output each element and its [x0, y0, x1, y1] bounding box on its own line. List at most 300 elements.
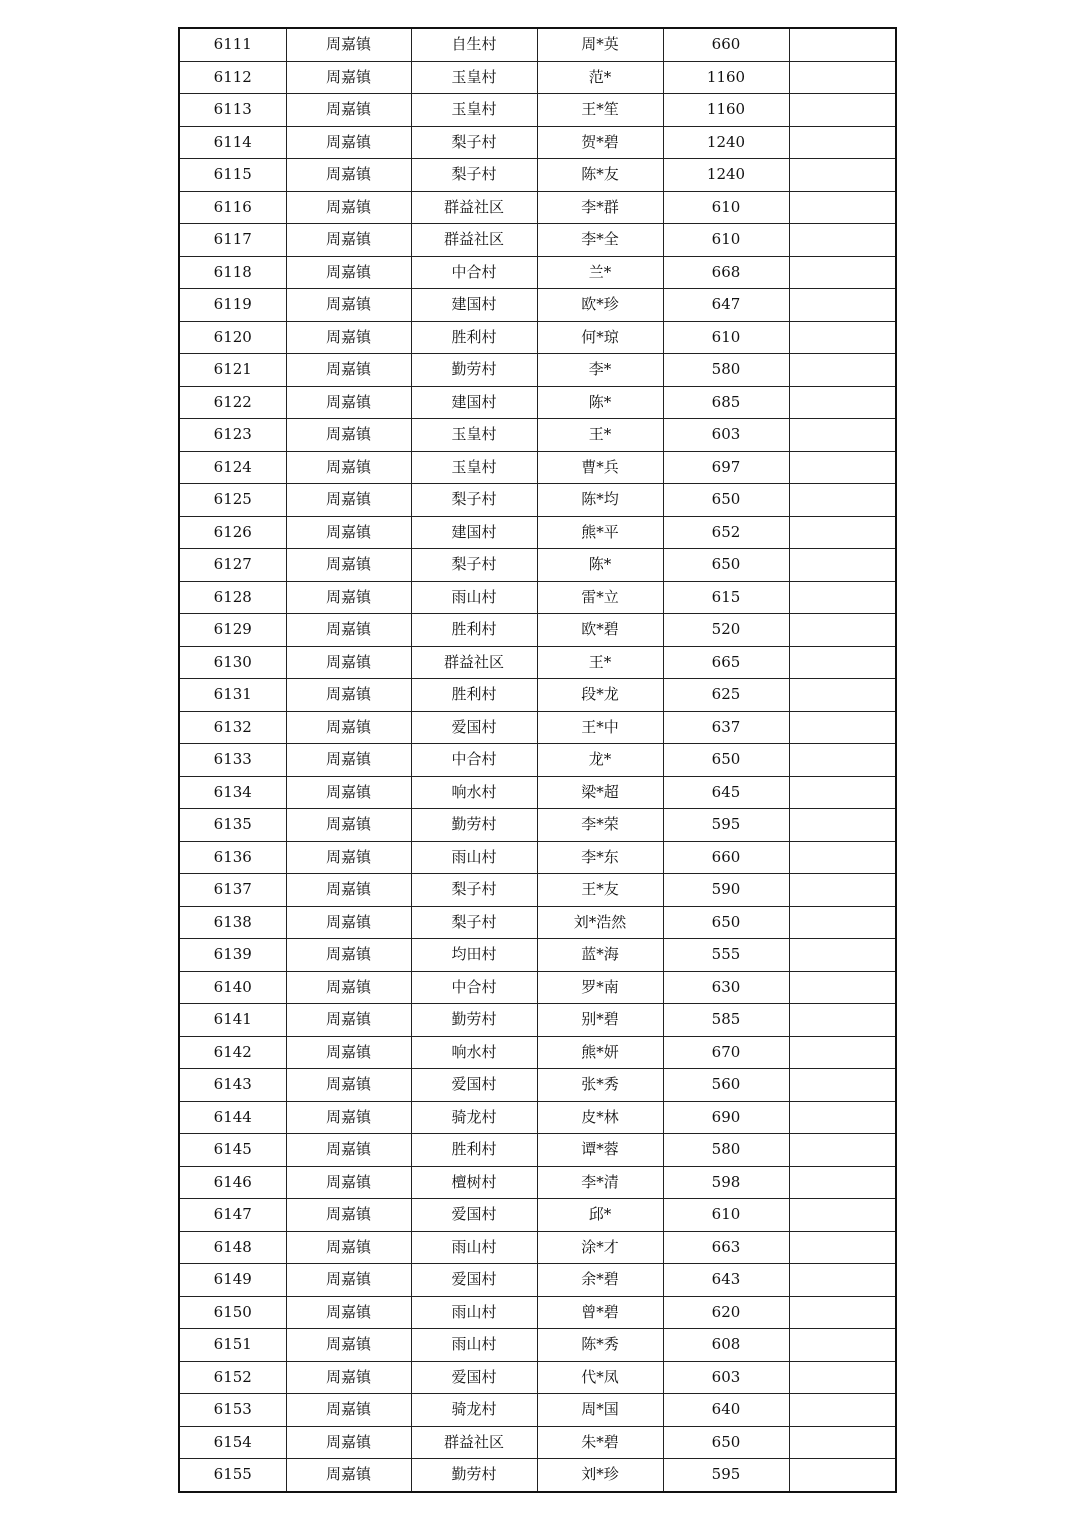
note-cell	[789, 971, 896, 1004]
row-number-cell: 6152	[179, 1361, 286, 1394]
table-row	[179, 1394, 896, 1427]
note-cell	[789, 386, 896, 419]
note-cell	[789, 614, 896, 647]
note-cell	[789, 159, 896, 192]
amount-cell: 650	[663, 906, 789, 939]
amount-cell: 615	[663, 581, 789, 614]
row-number-cell: 6118	[179, 256, 286, 289]
name-cell: 贺*碧	[537, 126, 663, 159]
note-cell	[789, 94, 896, 127]
row-number-cell: 6131	[179, 679, 286, 712]
name-cell: 曹*兵	[537, 451, 663, 484]
row-number-cell: 6132	[179, 711, 286, 744]
amount-cell: 670	[663, 1036, 789, 1069]
name-cell: 刘*浩然	[537, 906, 663, 939]
row-number-cell: 6146	[179, 1166, 286, 1199]
town-cell: 周嘉镇	[286, 581, 411, 614]
name-cell: 涂*才	[537, 1231, 663, 1264]
village-cell: 梨子村	[411, 484, 537, 517]
table-row	[179, 1199, 896, 1232]
town-cell: 周嘉镇	[286, 191, 411, 224]
town-cell: 周嘉镇	[286, 1199, 411, 1232]
village-cell: 中合村	[411, 744, 537, 777]
amount-cell: 580	[663, 354, 789, 387]
village-cell: 自生村	[411, 28, 537, 61]
amount-cell: 560	[663, 1069, 789, 1102]
name-cell: 陈*	[537, 386, 663, 419]
town-cell: 周嘉镇	[286, 1264, 411, 1297]
row-number-cell: 6130	[179, 646, 286, 679]
amount-cell: 590	[663, 874, 789, 907]
town-cell: 周嘉镇	[286, 61, 411, 94]
name-cell: 陈*均	[537, 484, 663, 517]
row-number-cell: 6129	[179, 614, 286, 647]
name-cell: 梁*超	[537, 776, 663, 809]
note-cell	[789, 1004, 896, 1037]
village-cell: 勤劳村	[411, 809, 537, 842]
village-cell: 响水村	[411, 776, 537, 809]
village-cell: 梨子村	[411, 126, 537, 159]
amount-cell: 585	[663, 1004, 789, 1037]
row-number-cell: 6123	[179, 419, 286, 452]
roster-table-body	[179, 28, 896, 1492]
name-cell: 曾*碧	[537, 1296, 663, 1329]
row-number-cell: 6140	[179, 971, 286, 1004]
amount-cell: 598	[663, 1166, 789, 1199]
table-row	[179, 419, 896, 452]
name-cell: 李*东	[537, 841, 663, 874]
village-cell: 玉皇村	[411, 451, 537, 484]
table-row	[179, 679, 896, 712]
note-cell	[789, 1101, 896, 1134]
amount-cell: 1160	[663, 94, 789, 127]
town-cell: 周嘉镇	[286, 484, 411, 517]
row-number-cell: 6125	[179, 484, 286, 517]
table-row	[179, 646, 896, 679]
village-cell: 骑龙村	[411, 1394, 537, 1427]
amount-cell: 660	[663, 841, 789, 874]
name-cell: 张*秀	[537, 1069, 663, 1102]
amount-cell: 643	[663, 1264, 789, 1297]
amount-cell: 647	[663, 289, 789, 322]
name-cell: 王*中	[537, 711, 663, 744]
village-cell: 梨子村	[411, 874, 537, 907]
amount-cell: 650	[663, 744, 789, 777]
village-cell: 檀树村	[411, 1166, 537, 1199]
town-cell: 周嘉镇	[286, 159, 411, 192]
table-row	[179, 484, 896, 517]
town-cell: 周嘉镇	[286, 1101, 411, 1134]
village-cell: 雨山村	[411, 581, 537, 614]
name-cell: 熊*妍	[537, 1036, 663, 1069]
table-row	[179, 549, 896, 582]
town-cell: 周嘉镇	[286, 711, 411, 744]
village-cell: 勤劳村	[411, 1459, 537, 1492]
town-cell: 周嘉镇	[286, 1296, 411, 1329]
town-cell: 周嘉镇	[286, 1134, 411, 1167]
town-cell: 周嘉镇	[286, 1459, 411, 1492]
village-cell: 爱国村	[411, 1199, 537, 1232]
village-cell: 梨子村	[411, 159, 537, 192]
note-cell	[789, 646, 896, 679]
town-cell: 周嘉镇	[286, 809, 411, 842]
amount-cell: 668	[663, 256, 789, 289]
amount-cell: 685	[663, 386, 789, 419]
amount-cell: 610	[663, 1199, 789, 1232]
amount-cell: 650	[663, 1426, 789, 1459]
table-row	[179, 1361, 896, 1394]
village-cell: 玉皇村	[411, 61, 537, 94]
table-row	[179, 289, 896, 322]
amount-cell: 665	[663, 646, 789, 679]
table-row	[179, 28, 896, 61]
village-cell: 玉皇村	[411, 94, 537, 127]
name-cell: 王*	[537, 646, 663, 679]
town-cell: 周嘉镇	[286, 256, 411, 289]
note-cell	[789, 191, 896, 224]
note-cell	[789, 1459, 896, 1492]
table-row	[179, 224, 896, 257]
name-cell: 罗*南	[537, 971, 663, 1004]
row-number-cell: 6134	[179, 776, 286, 809]
village-cell: 中合村	[411, 256, 537, 289]
name-cell: 蓝*海	[537, 939, 663, 972]
village-cell: 勤劳村	[411, 1004, 537, 1037]
name-cell: 刘*珍	[537, 1459, 663, 1492]
row-number-cell: 6155	[179, 1459, 286, 1492]
row-number-cell: 6111	[179, 28, 286, 61]
row-number-cell: 6135	[179, 809, 286, 842]
row-number-cell: 6133	[179, 744, 286, 777]
village-cell: 梨子村	[411, 906, 537, 939]
note-cell	[789, 516, 896, 549]
name-cell: 朱*碧	[537, 1426, 663, 1459]
row-number-cell: 6126	[179, 516, 286, 549]
note-cell	[789, 126, 896, 159]
table-row	[179, 971, 896, 1004]
table-row	[179, 354, 896, 387]
note-cell	[789, 321, 896, 354]
town-cell: 周嘉镇	[286, 1166, 411, 1199]
table-row	[179, 1166, 896, 1199]
amount-cell: 690	[663, 1101, 789, 1134]
row-number-cell: 6120	[179, 321, 286, 354]
row-number-cell: 6154	[179, 1426, 286, 1459]
village-cell: 爱国村	[411, 1069, 537, 1102]
table-row	[179, 159, 896, 192]
village-cell: 中合村	[411, 971, 537, 1004]
note-cell	[789, 1264, 896, 1297]
row-number-cell: 6116	[179, 191, 286, 224]
note-cell	[789, 1394, 896, 1427]
table-row	[179, 711, 896, 744]
table-row	[179, 906, 896, 939]
town-cell: 周嘉镇	[286, 971, 411, 1004]
village-cell: 玉皇村	[411, 419, 537, 452]
note-cell	[789, 1329, 896, 1362]
name-cell: 陈*友	[537, 159, 663, 192]
note-cell	[789, 28, 896, 61]
town-cell: 周嘉镇	[286, 646, 411, 679]
note-cell	[789, 549, 896, 582]
note-cell	[789, 744, 896, 777]
note-cell	[789, 1361, 896, 1394]
table-row	[179, 614, 896, 647]
town-cell: 周嘉镇	[286, 939, 411, 972]
village-cell: 勤劳村	[411, 354, 537, 387]
village-cell: 建国村	[411, 386, 537, 419]
village-cell: 胜利村	[411, 614, 537, 647]
table-row	[179, 874, 896, 907]
village-cell: 雨山村	[411, 1231, 537, 1264]
village-cell: 群益社区	[411, 224, 537, 257]
note-cell	[789, 1069, 896, 1102]
name-cell: 周*国	[537, 1394, 663, 1427]
village-cell: 胜利村	[411, 1134, 537, 1167]
town-cell: 周嘉镇	[286, 679, 411, 712]
amount-cell: 608	[663, 1329, 789, 1362]
village-cell: 雨山村	[411, 841, 537, 874]
note-cell	[789, 1166, 896, 1199]
row-number-cell: 6142	[179, 1036, 286, 1069]
town-cell: 周嘉镇	[286, 1004, 411, 1037]
note-cell	[789, 841, 896, 874]
row-number-cell: 6113	[179, 94, 286, 127]
name-cell: 谭*蓉	[537, 1134, 663, 1167]
village-cell: 群益社区	[411, 646, 537, 679]
town-cell: 周嘉镇	[286, 28, 411, 61]
note-cell	[789, 1426, 896, 1459]
name-cell: 陈*	[537, 549, 663, 582]
row-number-cell: 6153	[179, 1394, 286, 1427]
table-row	[179, 939, 896, 972]
row-number-cell: 6117	[179, 224, 286, 257]
row-number-cell: 6145	[179, 1134, 286, 1167]
table-row	[179, 1134, 896, 1167]
note-cell	[789, 354, 896, 387]
table-row	[179, 1101, 896, 1134]
amount-cell: 603	[663, 1361, 789, 1394]
name-cell: 邱*	[537, 1199, 663, 1232]
note-cell	[789, 1296, 896, 1329]
roster-table	[178, 27, 897, 1493]
town-cell: 周嘉镇	[286, 776, 411, 809]
row-number-cell: 6115	[179, 159, 286, 192]
name-cell: 皮*林	[537, 1101, 663, 1134]
amount-cell: 595	[663, 1459, 789, 1492]
village-cell: 胜利村	[411, 321, 537, 354]
village-cell: 建国村	[411, 289, 537, 322]
name-cell: 段*龙	[537, 679, 663, 712]
amount-cell: 620	[663, 1296, 789, 1329]
amount-cell: 1240	[663, 159, 789, 192]
note-cell	[789, 419, 896, 452]
row-number-cell: 6112	[179, 61, 286, 94]
amount-cell: 603	[663, 419, 789, 452]
note-cell	[789, 809, 896, 842]
row-number-cell: 6148	[179, 1231, 286, 1264]
amount-cell: 645	[663, 776, 789, 809]
town-cell: 周嘉镇	[286, 1069, 411, 1102]
table-row	[179, 1069, 896, 1102]
row-number-cell: 6114	[179, 126, 286, 159]
town-cell: 周嘉镇	[286, 1361, 411, 1394]
town-cell: 周嘉镇	[286, 451, 411, 484]
name-cell: 李*荣	[537, 809, 663, 842]
table-row	[179, 809, 896, 842]
village-cell: 群益社区	[411, 191, 537, 224]
town-cell: 周嘉镇	[286, 841, 411, 874]
row-number-cell: 6138	[179, 906, 286, 939]
table-row	[179, 1231, 896, 1264]
village-cell: 梨子村	[411, 549, 537, 582]
amount-cell: 652	[663, 516, 789, 549]
town-cell: 周嘉镇	[286, 289, 411, 322]
village-cell: 响水村	[411, 1036, 537, 1069]
note-cell	[789, 939, 896, 972]
name-cell: 代*凤	[537, 1361, 663, 1394]
table-row	[179, 1004, 896, 1037]
village-cell: 爱国村	[411, 1361, 537, 1394]
town-cell: 周嘉镇	[286, 1036, 411, 1069]
note-cell	[789, 581, 896, 614]
name-cell: 王*笙	[537, 94, 663, 127]
name-cell: 雷*立	[537, 581, 663, 614]
note-cell	[789, 1231, 896, 1264]
name-cell: 余*碧	[537, 1264, 663, 1297]
table-row	[179, 256, 896, 289]
note-cell	[789, 906, 896, 939]
town-cell: 周嘉镇	[286, 874, 411, 907]
row-number-cell: 6128	[179, 581, 286, 614]
town-cell: 周嘉镇	[286, 906, 411, 939]
town-cell: 周嘉镇	[286, 321, 411, 354]
table-row	[179, 841, 896, 874]
note-cell	[789, 484, 896, 517]
town-cell: 周嘉镇	[286, 224, 411, 257]
amount-cell: 520	[663, 614, 789, 647]
town-cell: 周嘉镇	[286, 94, 411, 127]
amount-cell: 630	[663, 971, 789, 1004]
name-cell: 李*全	[537, 224, 663, 257]
row-number-cell: 6119	[179, 289, 286, 322]
name-cell: 龙*	[537, 744, 663, 777]
table-row	[179, 1296, 896, 1329]
amount-cell: 610	[663, 224, 789, 257]
village-cell: 雨山村	[411, 1329, 537, 1362]
table-row	[179, 451, 896, 484]
note-cell	[789, 1134, 896, 1167]
note-cell	[789, 1199, 896, 1232]
table-row	[179, 191, 896, 224]
row-number-cell: 6136	[179, 841, 286, 874]
note-cell	[789, 451, 896, 484]
note-cell	[789, 1036, 896, 1069]
village-cell: 胜利村	[411, 679, 537, 712]
amount-cell: 625	[663, 679, 789, 712]
amount-cell: 555	[663, 939, 789, 972]
town-cell: 周嘉镇	[286, 614, 411, 647]
row-number-cell: 6139	[179, 939, 286, 972]
amount-cell: 650	[663, 549, 789, 582]
name-cell: 李*清	[537, 1166, 663, 1199]
name-cell: 欧*碧	[537, 614, 663, 647]
town-cell: 周嘉镇	[286, 419, 411, 452]
town-cell: 周嘉镇	[286, 549, 411, 582]
amount-cell: 650	[663, 484, 789, 517]
row-number-cell: 6147	[179, 1199, 286, 1232]
amount-cell: 610	[663, 321, 789, 354]
town-cell: 周嘉镇	[286, 386, 411, 419]
amount-cell: 1160	[663, 61, 789, 94]
name-cell: 熊*平	[537, 516, 663, 549]
table-row	[179, 61, 896, 94]
village-cell: 骑龙村	[411, 1101, 537, 1134]
row-number-cell: 6149	[179, 1264, 286, 1297]
village-cell: 雨山村	[411, 1296, 537, 1329]
town-cell: 周嘉镇	[286, 1394, 411, 1427]
village-cell: 均田村	[411, 939, 537, 972]
table-row	[179, 1426, 896, 1459]
row-number-cell: 6150	[179, 1296, 286, 1329]
name-cell: 别*碧	[537, 1004, 663, 1037]
name-cell: 李*	[537, 354, 663, 387]
amount-cell: 595	[663, 809, 789, 842]
row-number-cell: 6143	[179, 1069, 286, 1102]
amount-cell: 640	[663, 1394, 789, 1427]
amount-cell: 580	[663, 1134, 789, 1167]
table-row	[179, 94, 896, 127]
table-row	[179, 776, 896, 809]
table-row	[179, 516, 896, 549]
name-cell: 范*	[537, 61, 663, 94]
row-number-cell: 6127	[179, 549, 286, 582]
name-cell: 欧*珍	[537, 289, 663, 322]
town-cell: 周嘉镇	[286, 354, 411, 387]
name-cell: 周*英	[537, 28, 663, 61]
table-row	[179, 744, 896, 777]
table-row	[179, 1036, 896, 1069]
amount-cell: 637	[663, 711, 789, 744]
town-cell: 周嘉镇	[286, 1231, 411, 1264]
town-cell: 周嘉镇	[286, 516, 411, 549]
row-number-cell: 6124	[179, 451, 286, 484]
table-row	[179, 386, 896, 419]
row-number-cell: 6121	[179, 354, 286, 387]
amount-cell: 610	[663, 191, 789, 224]
town-cell: 周嘉镇	[286, 744, 411, 777]
amount-cell: 663	[663, 1231, 789, 1264]
row-number-cell: 6141	[179, 1004, 286, 1037]
row-number-cell: 6151	[179, 1329, 286, 1362]
amount-cell: 697	[663, 451, 789, 484]
town-cell: 周嘉镇	[286, 1426, 411, 1459]
village-cell: 建国村	[411, 516, 537, 549]
note-cell	[789, 679, 896, 712]
note-cell	[789, 776, 896, 809]
note-cell	[789, 874, 896, 907]
note-cell	[789, 224, 896, 257]
village-cell: 爱国村	[411, 711, 537, 744]
note-cell	[789, 711, 896, 744]
table-row	[179, 126, 896, 159]
town-cell: 周嘉镇	[286, 126, 411, 159]
table-row	[179, 581, 896, 614]
note-cell	[789, 289, 896, 322]
amount-cell: 1240	[663, 126, 789, 159]
row-number-cell: 6122	[179, 386, 286, 419]
amount-cell: 660	[663, 28, 789, 61]
